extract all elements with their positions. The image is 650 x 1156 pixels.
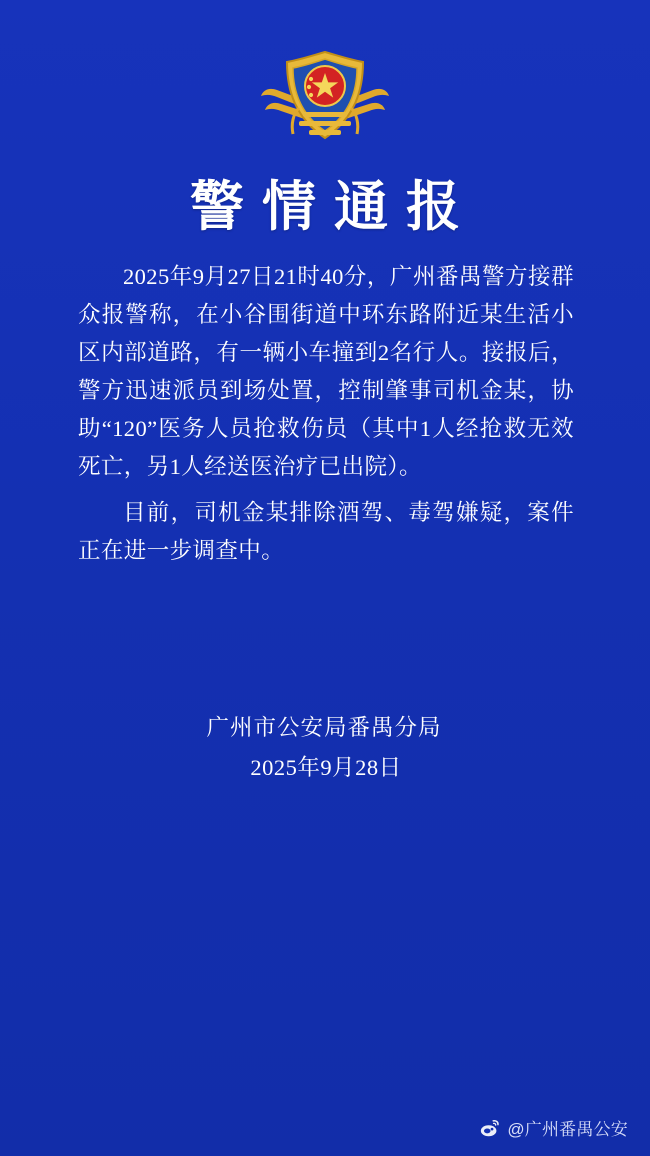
issue-date: 2025年9月28日 xyxy=(250,755,402,780)
emblem-container xyxy=(0,46,650,162)
notice-body xyxy=(78,258,574,578)
weibo-icon xyxy=(479,1117,501,1139)
watermark-footer xyxy=(479,1115,628,1140)
watermark-label: @广州番禺公安 xyxy=(507,1120,628,1139)
paragraph-1: 2025年9月27日21时40分，广州番禺警方接群众报警称，在小谷围街道中环东路附近某生活小区内部道路，有一辆小车撞到2名行人。接报后，警方迅速派员到场处置，控制肇事司机金某，协助“120”医务人员抢救伤员（其中1人经抢救无效死亡，另1人经送医治疗已出院）。 xyxy=(78,264,574,479)
paragraph-2: 目前，司机金某排除酒驾、毒驾嫌疑，案件正在进一步调查中。 xyxy=(78,500,574,563)
page-title: 警情通报 xyxy=(190,177,478,237)
signature-block xyxy=(78,708,574,788)
police-emblem-icon xyxy=(259,46,391,162)
issuing-organization: 广州市公安局番禺分局 xyxy=(206,715,442,740)
